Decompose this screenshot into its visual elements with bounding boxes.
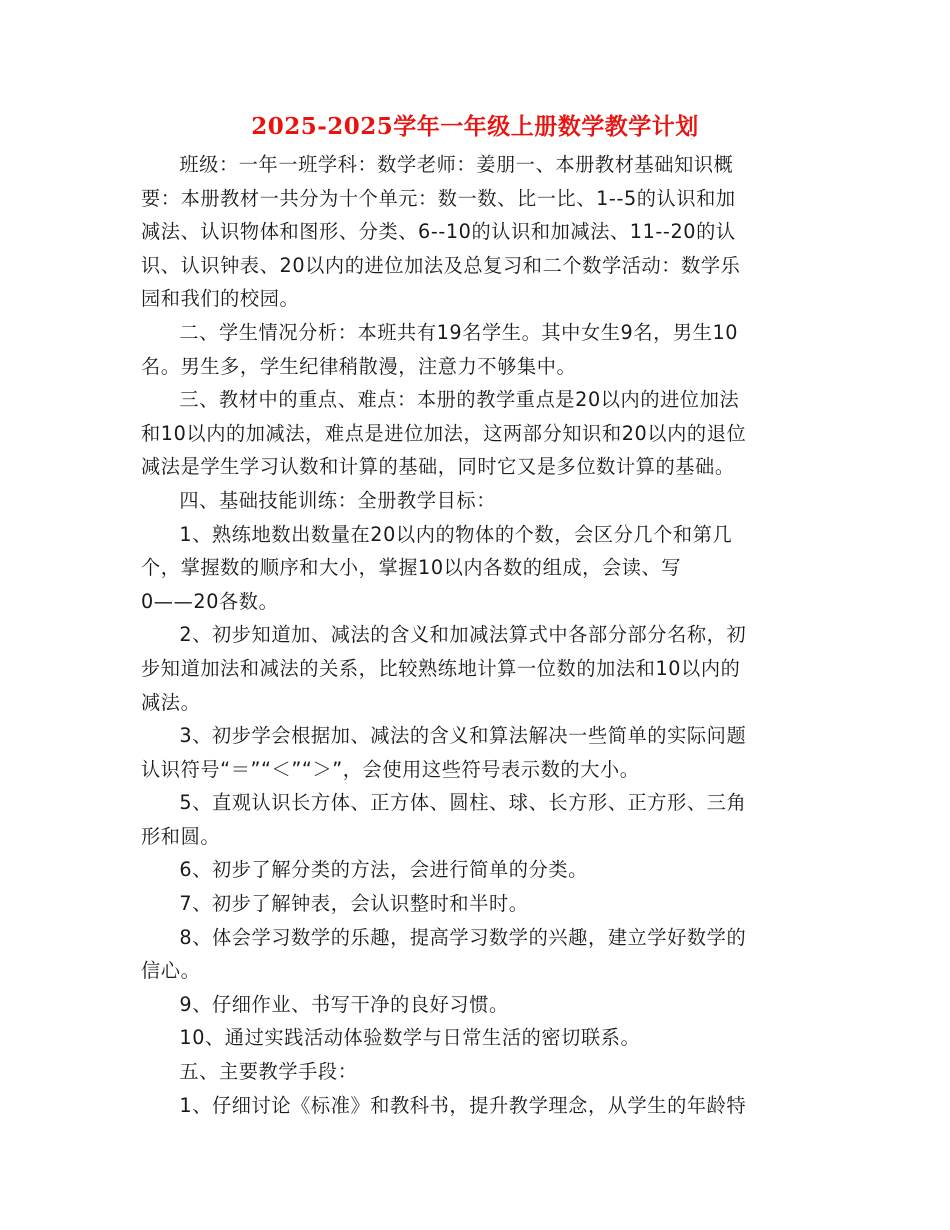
paragraph: [141, 988, 813, 1022]
text-line: 个，掌握数的顺序和大小，掌握10以内各数的组成，会读、写: [141, 556, 682, 580]
text-line: 5、直观认识长方体、正方体、圆柱、球、长方形、正方形、三角: [179, 791, 747, 815]
paragraph: [141, 383, 813, 484]
text-line: 信心。: [141, 959, 201, 983]
text-line: 步知道加法和减法的关系，比较熟练地计算一位数的加法和10以内的: [141, 656, 741, 680]
text-line: 园和我们的校园。: [141, 287, 300, 311]
text-line: 1、仔细讨论《标准》和教科书，提升教学理念，从学生的年龄特: [179, 1093, 747, 1117]
text-line: 10、通过实践活动体验数学与日常生活的密切联系。: [179, 1026, 641, 1050]
text-line: 减法。: [141, 690, 201, 714]
text-line: 要：本册教材一共分为十个单元：数一数、比一比、1--5的认识和加: [141, 186, 736, 210]
paragraph: [141, 1089, 813, 1123]
text-line: 名。男生多，学生纪律稍散漫，注意力不够集中。: [141, 354, 577, 378]
paragraph: [141, 148, 813, 316]
paragraph: [141, 786, 813, 853]
text-line: 形和圆。: [141, 824, 221, 848]
text-line: 认识符号“＝”“＜”“＞”，会使用这些符号表示数的大小。: [141, 757, 640, 781]
text-line: 识、认识钟表、20以内的进位加法及总复习和二个数学活动：数学乐: [141, 253, 741, 277]
text-line: 和10以内的加减法，难点是进位加法，这两部分知识和20以内的退位: [141, 421, 747, 445]
text-line: 8、体会学习数学的乐趣，提高学习数学的兴趣，建立学好数学的: [179, 925, 747, 949]
document-body: [141, 148, 813, 1122]
paragraph: [141, 1055, 813, 1089]
document-title: 2025-2025学年一年级上册数学教学计划: [251, 113, 699, 140]
text-line: 二、学生情况分析：本班共有19名学生。其中女生9名，男生10: [179, 320, 739, 344]
text-line: 2、初步知道加、减法的含义和加减法算式中各部分部分名称，初: [179, 623, 747, 647]
text-line: 0——20各数。: [141, 589, 279, 613]
text-line: 三、教材中的重点、难点：本册的教学重点是20以内的进位加法: [179, 388, 740, 412]
paragraph: [141, 618, 813, 719]
text-line: 9、仔细作业、书写干净的良好习惯。: [179, 992, 509, 1016]
text-line: 3、初步学会根据加、减法的含义和算法解决一些简单的实际问题: [179, 724, 747, 748]
text-line: 减法、认识物体和图形、分类、6--10的认识和加减法、11--20的认: [141, 220, 736, 244]
paragraph: [141, 484, 813, 518]
text-line: 班级：一年一班学科：数学老师：姜朋一、本册教材基础知识概: [179, 153, 734, 176]
paragraph: [141, 719, 813, 786]
paragraph: [141, 518, 813, 619]
paragraph: [141, 316, 813, 383]
text-line: 6、初步了解分类的方法，会进行简单的分类。: [179, 858, 588, 882]
text-line: 7、初步了解钟表，会认识整时和半时。: [179, 892, 529, 916]
text-line: 1、熟练地数出数量在20以内的物体的个数，会区分几个和第几: [179, 522, 733, 546]
text-line: 五、主要教学手段：: [179, 1060, 358, 1084]
paragraph: [141, 887, 813, 921]
text-line: 减法是学生学习认数和计算的基础，同时它又是多位数计算的基础。: [141, 455, 735, 479]
paragraph: [141, 853, 813, 887]
paragraph: [141, 921, 813, 988]
text-line: 四、基础技能训练：全册教学目标：: [179, 488, 496, 512]
paragraph: [141, 1021, 813, 1055]
